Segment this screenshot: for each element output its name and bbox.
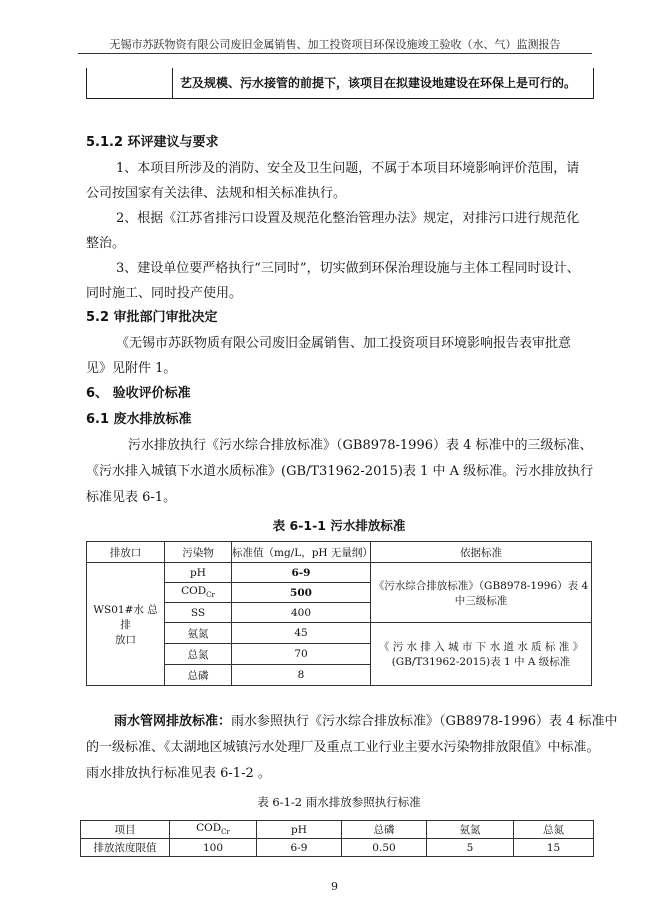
table-header-cell: [170, 821, 257, 839]
table-header-cell: 依据标准: [371, 542, 592, 563]
table-6-1-2-caption: 表 6-1-2 雨水排放参照执行标准: [257, 795, 421, 809]
basis-line: 中三级标准: [454, 594, 508, 607]
cod-subscript: Cr: [221, 828, 230, 837]
table-header-cell: 污染物: [165, 542, 232, 563]
pollutant-cell: [165, 583, 232, 603]
standard-value-cell: 500: [232, 583, 371, 603]
cod-subscript: Cr: [206, 591, 215, 600]
table-header-cell: 总磷: [342, 821, 427, 839]
rainwater-text: 雨水参照执行《污水综合排放标准》（GB8978-1996）表 4 标准中: [231, 714, 618, 729]
paragraph-line: 标准见表 6-1。: [86, 490, 177, 505]
rainwater-standard-table: [80, 820, 594, 857]
outlet-line: WS01#水 总 排: [93, 603, 158, 631]
paragraph-line: 《污水排入城镇下水道水质标准》(GB/T31962-2015)表 1 中 A 级标准。污水排放执行: [86, 464, 594, 479]
paragraph-line: 雨水排放执行标准见表 6-1-2 。: [86, 766, 271, 781]
section-6-1-heading: 6.1 废水排放标准: [86, 412, 192, 427]
table-header-cell: 项目: [81, 821, 170, 839]
pollutant-cell: 总氮: [165, 644, 232, 665]
table-header-cell: pH: [257, 821, 342, 839]
pollutant-cell: SS: [165, 603, 232, 623]
standard-value-cell: 8: [232, 665, 371, 686]
paragraph-line: 的一级标准、《太湖地区城镇污水处理厂及重点工业行业主要水污染物排放限值》中标准。: [86, 740, 600, 755]
page-number: 9: [331, 880, 338, 893]
paragraph-line: 见》见附件 1。: [86, 361, 177, 376]
section-6-heading: 6、 验收评价标准: [86, 386, 191, 401]
table-6-1-1-caption: 表 6-1-1 污水排放标准: [272, 518, 406, 533]
limit-value-cell: 5: [427, 839, 514, 857]
cod-label: COD: [196, 822, 222, 835]
paragraph-line: 整治。: [86, 236, 126, 251]
paragraph-line: 3、建设单位要严格执行“三同时”，切实做到环保治理设施与主体工程同时设计、: [116, 261, 580, 276]
paragraph-line: 《无锡市苏跃物质有限公司废旧金属销售、加工投资项目环境影响报告表审批意: [116, 336, 572, 351]
table-header-cell: 排放口: [87, 542, 165, 563]
basis-line: 《 污 水 排 入 城 市 下 水 道 水 质 标 准 》: [378, 641, 584, 653]
wastewater-standard-table: [86, 541, 592, 686]
outlet-cell: [87, 563, 165, 686]
pollutant-cell: pH: [165, 563, 232, 583]
limit-value-cell: 15: [514, 839, 594, 857]
paragraph-line: 污水排放执行《污水综合排放标准》（GB8978-1996）表 4 标准中的三级标准、: [128, 438, 593, 453]
basis-cell: [371, 623, 592, 686]
limit-value-cell: 0.50: [342, 839, 427, 857]
continued-table-text: 艺及规模、污水接管的前提下，该项目在拟建设地建设在环保上是可行的。: [180, 76, 577, 90]
standard-value-cell: 6-9: [232, 563, 371, 583]
row-label-cell: 排放浓度限值: [81, 839, 170, 857]
section-5-2-heading: 5.2 审批部门审批决定: [86, 310, 218, 325]
report-header: 无锡市苏跃物资有限公司废旧金属销售、加工投资项目环保设施竣工验收（水、气）监测报告: [109, 38, 561, 51]
table-header-cell: 标准值（mg/L，pH 无量纲）: [232, 542, 371, 563]
rainwater-label: 雨水管网排放标准：: [114, 714, 232, 729]
pollutant-cell: 总磷: [165, 665, 232, 686]
table-header-cell: 氨氮: [427, 821, 514, 839]
cod-label: COD: [181, 585, 207, 598]
basis-line: (GB/T31962-2015)表 1 中 A 级标准: [391, 656, 571, 668]
standard-value-cell: 400: [232, 603, 371, 623]
outlet-line: 放口: [115, 633, 136, 646]
paragraph-line: 同时施工、同时投产使用。: [86, 286, 243, 301]
section-5-1-2-heading: 5.1.2 环评建议与要求: [86, 135, 219, 150]
paragraph-line: 2、根据《江苏省排污口设置及规范化整治管理办法》规定，对排污口进行规范化: [116, 211, 580, 226]
standard-value-cell: 70: [232, 644, 371, 665]
limit-value-cell: 100: [170, 839, 257, 857]
header-rule: [78, 53, 592, 54]
table-header-cell: 总氮: [514, 821, 594, 839]
continued-table-divider: [172, 68, 173, 99]
limit-value-cell: 6-9: [257, 839, 342, 857]
pollutant-cell: 氨氮: [165, 623, 232, 644]
paragraph-line: 1、本项目所涉及的消防、安全及卫生问题，不属于本项目环境影响评价范围，请: [116, 161, 580, 176]
paragraph-line: 公司按国家有关法律、法规和相关标准执行。: [86, 186, 347, 201]
standard-value-cell: 45: [232, 623, 371, 644]
rainwater-line-1: [114, 710, 618, 729]
basis-cell: [371, 563, 592, 623]
basis-line: 《污水综合排放标准》（GB8978-1996）表 4: [373, 579, 589, 592]
